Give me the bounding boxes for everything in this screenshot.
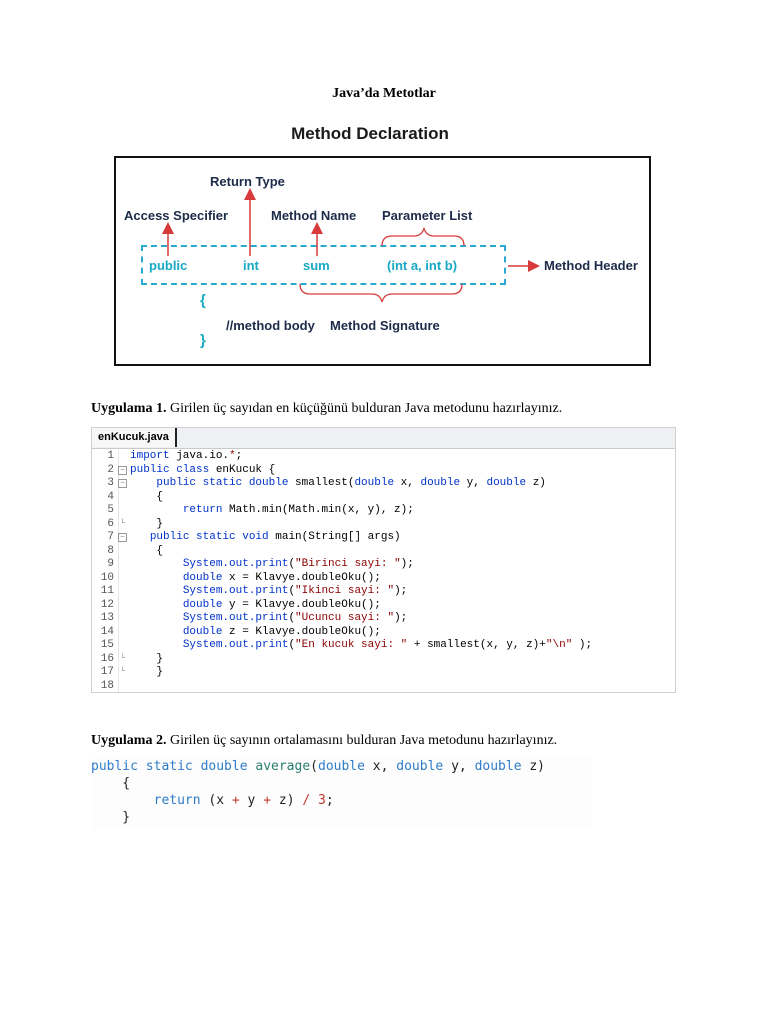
snippet-line: return (x + y + z) / 3; [153,793,334,808]
line-number: 6 [107,517,114,530]
token-close-brace: } [200,332,206,349]
code-text: public static double smallest(double x, double y, double z) [156,477,546,489]
editor-tab-enkucuk[interactable]: enKucuk.java [92,428,177,447]
code-line [92,680,675,694]
line-number: 14 [100,625,114,638]
token-sum: sum [303,258,330,273]
line-number: 5 [107,504,114,516]
code-line [92,491,675,505]
code-text: double z = Klavye.doubleOku(); [182,625,381,638]
code-text: public static void main(String[] args) [149,531,401,543]
code-line [92,450,675,464]
code-text: System.out.print("Ucuncu sayi: "); [182,612,408,624]
line-number: 17 [100,666,114,678]
fold-toggle-icon[interactable]: − [118,533,127,542]
page-title: Java’da Metotlar [332,86,436,101]
snippet-line: } [91,810,131,825]
line-number: 15 [100,639,114,651]
label-return-type: Return Type [210,174,285,189]
token-params: (int a, int b) [387,258,458,273]
method-signature-brace [300,284,462,302]
code-text: System.out.print("Birinci sayi: "); [182,558,414,570]
line-number: 16 [100,652,114,665]
code-text: } [130,652,164,665]
parameter-list-brace [382,228,464,246]
token-public: public [149,258,188,273]
code-line [92,653,675,667]
line-number: 7 [107,531,114,543]
code-line [92,599,675,613]
uygulama2-paragraph [91,733,557,749]
code-text: return Math.min(Math.min(x, y), z); [182,504,414,516]
average-code-snippet [91,758,591,830]
code-text: { [130,490,164,503]
code-text: { [130,544,164,557]
line-number: 12 [100,598,114,611]
code-editor [91,427,676,693]
label-method-signature: Method Signature [330,318,440,333]
line-number: 3 [107,477,114,489]
line-number: 10 [100,571,114,584]
fold-toggle-icon[interactable]: − [118,479,127,488]
diagram-title: Method Declaration [291,124,449,143]
code-line [92,612,675,626]
line-number: 9 [107,558,114,570]
fold-end-icon: └ [120,653,125,663]
code-line [92,518,675,532]
code-text: import java.io.*; [130,450,243,462]
uygulama1-label: Uygulama 1. [91,401,167,416]
line-number: 8 [107,544,114,557]
label-access-specifier: Access Specifier [124,208,229,223]
line-number: 4 [107,490,114,503]
code-text: System.out.print("En kucuk sayi: " + smallest(x, y, z)+"\n" ); [182,639,593,651]
token-open-brace: { [200,292,206,309]
uygulama2-text: Girilen üç sayının ortalamasını bulduran Java metodunu hazırlayınız. [166,733,558,748]
code-text: } [130,666,164,678]
label-method-body: //method body [226,318,315,333]
uygulama2-label: Uygulama 2. [91,733,167,748]
code-line [92,545,675,559]
uygulama1-paragraph [91,401,562,417]
code-line [92,626,675,640]
code-text: } [130,517,164,530]
uygulama1-text: Girilen üç sayıdan en küçüğünü bulduran Java metodunu hazırlayınız. [166,401,563,416]
line-number: 13 [100,612,114,624]
code-text: System.out.print("Ikinci sayi: "); [182,585,408,597]
code-text: double y = Klavye.doubleOku(); [182,598,381,611]
snippet-line: { [91,776,131,791]
token-int: int [243,258,259,273]
code-line [92,464,675,478]
fold-end-icon: └ [120,518,125,528]
fold-end-icon: └ [120,667,125,676]
line-number: 1 [107,450,114,462]
line-number: 11 [100,585,114,597]
snippet-line: public static double average(double x, double y, double z) [91,759,546,774]
code-line [92,666,675,680]
code-line [92,504,675,518]
code-line [92,585,675,599]
code-line [92,477,675,491]
code-text: public class enKucuk { [130,463,276,476]
code-line [92,639,675,653]
line-number: 18 [100,679,114,692]
editor-tabbar [92,428,675,449]
code-line [92,558,675,572]
label-method-name: Method Name [271,208,357,223]
code-line [92,531,675,545]
fold-toggle-icon[interactable]: − [118,466,127,475]
label-method-header: Method Header [544,258,638,273]
line-number: 2 [107,463,114,476]
code-text: double x = Klavye.doubleOku(); [182,571,381,584]
label-parameter-list: Parameter List [382,208,473,223]
code-line [92,572,675,586]
